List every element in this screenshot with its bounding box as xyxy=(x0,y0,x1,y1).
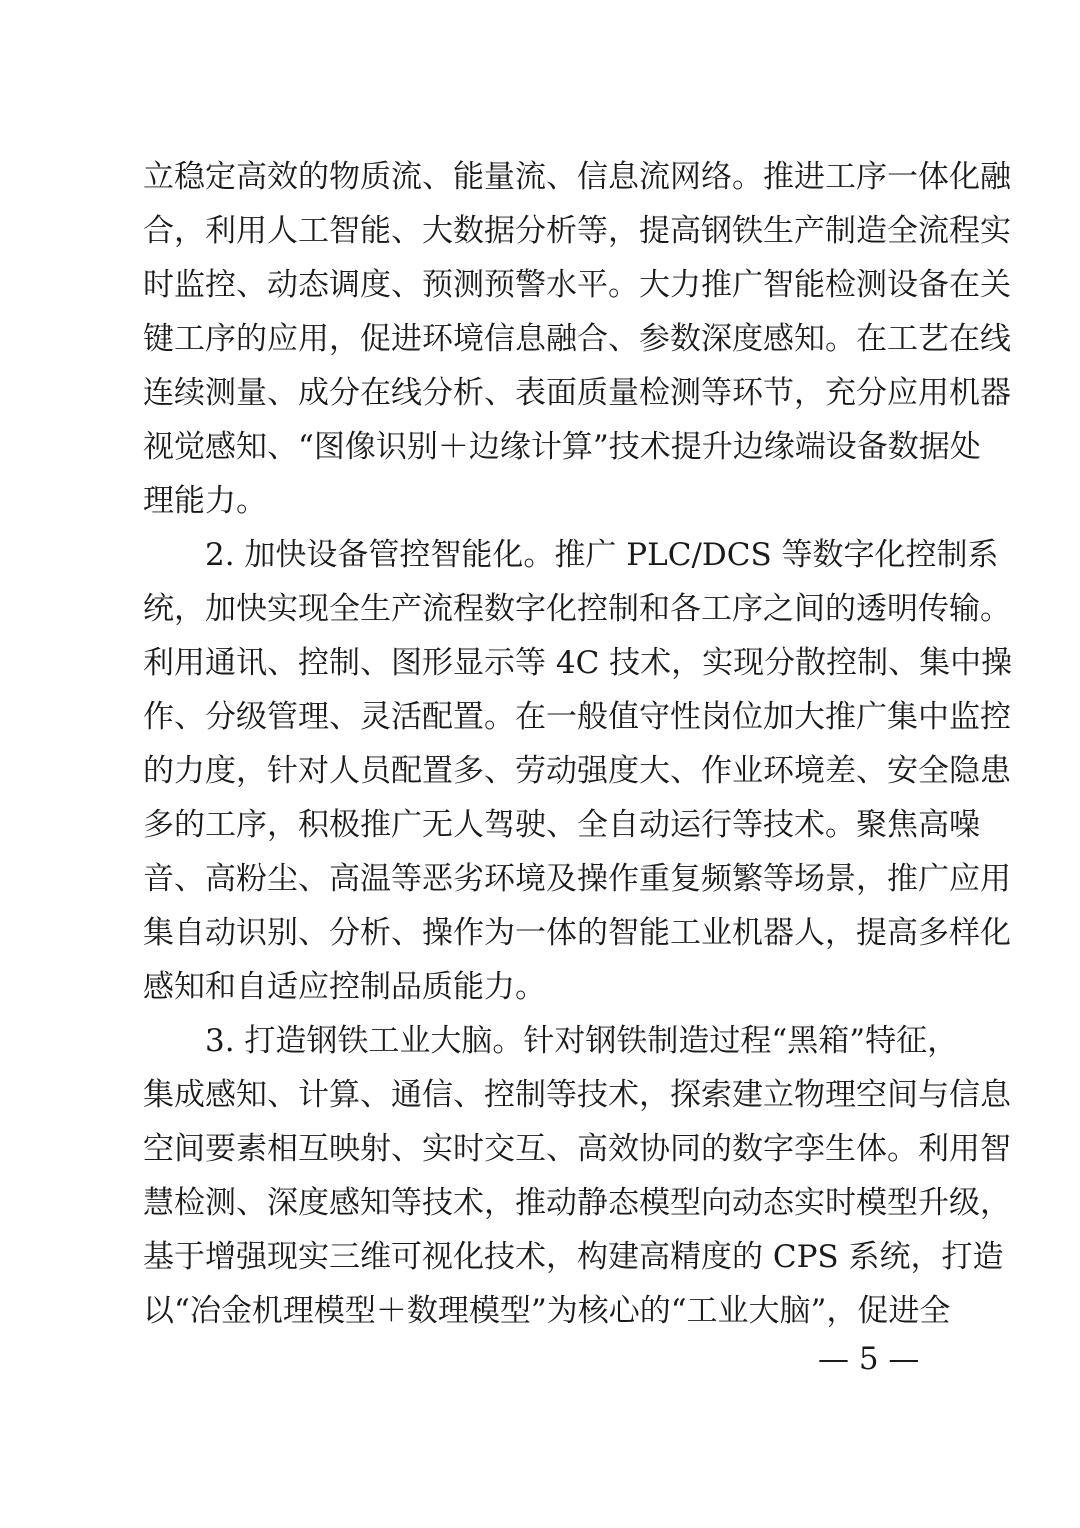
text-line: 集成感知、计算、通信、控制等技术，探索建立物理空间与信息 xyxy=(143,1077,1011,1113)
text-line: 键工序的应用，促进环境信息融合、参数深度感知。在工艺在线 xyxy=(143,321,1011,357)
page-number: — 5 — xyxy=(818,1341,920,1377)
text-line: 慧检测、深度感知等技术，推动静态模型向动态实时模型升级， xyxy=(143,1185,1011,1221)
text-line: 视觉感知、“图像识别＋边缘计算”技术提升边缘端设备数据处 xyxy=(143,429,981,465)
text-line: 统，加快实现全生产流程数字化控制和各工序之间的透明传输。 xyxy=(143,591,1011,627)
text-line: 音、高粉尘、高温等恶劣环境及操作重复频繁等场景，推广应用 xyxy=(143,861,1011,897)
text-line: 感知和自适应控制品质能力。 xyxy=(143,969,546,1005)
text-line: 立稳定高效的物质流、能量流、信息流网络。推进工序一体化融 xyxy=(143,159,1011,195)
paragraph-2-first-line: 2. 加快设备管控智能化。推广 PLC/DCS 等数字化控制系 xyxy=(205,537,999,573)
text-line: 的力度，针对人员配置多、劳动强度大、作业环境差、安全隐患 xyxy=(143,753,1011,789)
text-line: 利用通讯、控制、图形显示等 4C 技术，实现分散控制、集中操 xyxy=(143,645,1013,681)
text-line: 多的工序，积极推广无人驾驶、全自动运行等技术。聚焦高噪 xyxy=(143,807,980,843)
paragraph-3-first-line: 3. 打造钢铁工业大脑。针对钢铁制造过程“黑箱”特征， xyxy=(205,1023,959,1059)
text-line: 以“冶金机理模型＋数理模型”为核心的“工业大脑”，促进全 xyxy=(143,1293,951,1329)
text-line: 合，利用人工智能、大数据分析等，提高钢铁生产制造全流程实 xyxy=(143,213,1011,249)
text-line: 连续测量、成分在线分析、表面质量检测等环节，充分应用机器 xyxy=(143,375,1011,411)
text-line: 基于增强现实三维可视化技术，构建高精度的 CPS 系统，打造 xyxy=(143,1239,1004,1275)
text-line: 空间要素相互映射、实时交互、高效协同的数字孪生体。利用智 xyxy=(143,1131,1011,1167)
text-line: 理能力。 xyxy=(143,483,267,519)
text-line: 集自动识别、分析、操作为一体的智能工业机器人，提高多样化 xyxy=(143,915,1011,951)
text-line: 时监控、动态调度、预测预警水平。大力推广智能检测设备在关 xyxy=(143,267,1011,303)
text-line: 作、分级管理、灵活配置。在一般值守性岗位加大推广集中监控 xyxy=(143,699,1011,735)
